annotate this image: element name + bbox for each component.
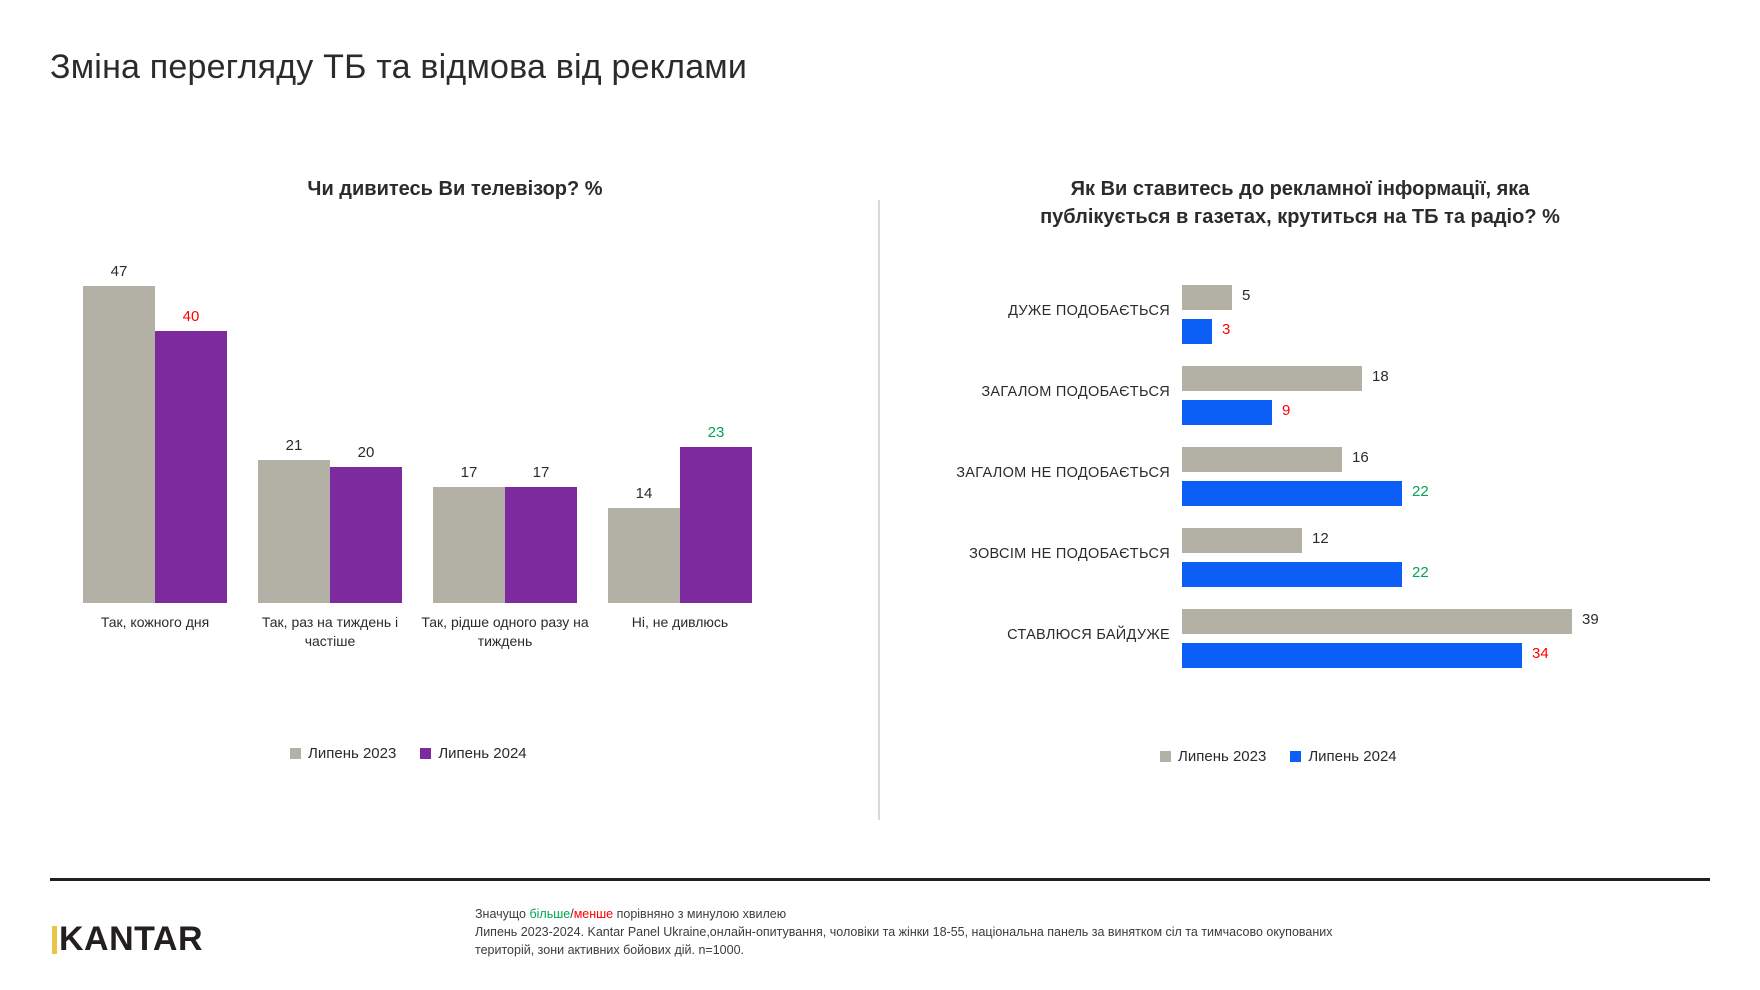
bar: [1182, 609, 1572, 634]
bar-item: [433, 263, 505, 603]
bar-row: [880, 524, 1720, 602]
bar-value-label: 9: [1282, 402, 1291, 419]
footnote-prefix: Значущо: [475, 907, 530, 921]
bar: [1182, 528, 1302, 553]
bar-value-label: 23: [707, 423, 725, 441]
bar-item: [330, 263, 402, 603]
footnote-line-3: територій, зони активних бойових дій. n=1000.: [475, 943, 745, 958]
bar-value-label: 3: [1222, 321, 1231, 338]
tv-viewing-bar-chart: [40, 263, 870, 649]
left-chart-panel: [40, 175, 870, 815]
bar: [1182, 481, 1402, 506]
bar-row: [880, 443, 1720, 521]
legend-label: Липень 2024: [438, 745, 527, 762]
bar-value-label: 12: [1312, 530, 1329, 547]
bar-value-label: 14: [635, 484, 653, 502]
ad-attitude-bar-chart: [880, 281, 1720, 701]
bar-value-label: 16: [1352, 449, 1369, 466]
bar-row: [880, 605, 1720, 683]
right-chart-panel: [880, 175, 1720, 815]
bar-value-label: 22: [1412, 483, 1429, 500]
bar: [433, 487, 505, 603]
bar: [608, 508, 680, 603]
bar-item: [83, 263, 155, 603]
bar-item: [258, 263, 330, 603]
bar-group: [595, 263, 765, 630]
bar-value-label: 5: [1242, 287, 1251, 304]
legend-swatch: [1160, 751, 1171, 762]
bar: [1182, 447, 1342, 472]
bar: [258, 460, 330, 603]
footnote-less: менше: [573, 907, 614, 921]
bar: [1182, 643, 1522, 668]
legend-label: Липень 2023: [1178, 748, 1267, 765]
legend-item: [290, 745, 396, 762]
bar-group-bars: [245, 263, 415, 603]
bar-value-label: 17: [460, 464, 478, 482]
right-chart-title: [880, 175, 1720, 231]
footnote-line-1: [475, 905, 1485, 923]
bar-group: [70, 263, 240, 630]
bar: [155, 331, 227, 603]
category-label: Так, раз на тиждень і частіше: [261, 614, 399, 649]
kantar-logo: [52, 920, 203, 959]
bar: [505, 487, 577, 603]
legend-label: Липень 2024: [1308, 748, 1397, 765]
footnote-suffix: порівняно з минулою хвилею: [613, 907, 787, 921]
category-label: ЗАГАЛОМ ПОДОБАЄТЬСЯ: [981, 384, 1170, 400]
footer-divider: [50, 878, 1710, 881]
bar-group-bars: [70, 263, 240, 603]
right-chart-title-line1: Як Ви ставитесь до рекламної інформації, яка: [1070, 178, 1530, 200]
bar-item: [155, 263, 227, 603]
logo-accent-bar: [52, 926, 57, 954]
left-chart-legend: [290, 745, 527, 762]
bar-value-label: 21: [285, 437, 303, 455]
bar-row: [880, 281, 1720, 359]
footnote-more: більше: [529, 907, 571, 921]
legend-swatch: [1290, 751, 1301, 762]
footnote-separator: /: [570, 907, 574, 921]
bar-value-label: 34: [1532, 645, 1549, 662]
bar-item: [505, 263, 577, 603]
bar-group: [245, 263, 415, 649]
category-label: Так, кожного дня: [100, 614, 210, 630]
page-title: Зміна перегляду ТБ та відмова від реклами: [50, 48, 748, 86]
bar-item: [608, 263, 680, 603]
bar-group-bars: [420, 263, 590, 603]
bar: [1182, 366, 1362, 391]
bar-row: [880, 362, 1720, 440]
bar: [1182, 319, 1212, 344]
bar: [330, 467, 402, 603]
bar-value-label: 22: [1412, 564, 1429, 581]
bar-group-bars: [595, 263, 765, 603]
footnote-line-2: Липень 2023-2024. Kantar Panel Ukraine,онлайн-опитування, чоловіки та жінки 18-55, національна панель за винятком сіл та тимчасово окупованих: [475, 925, 1333, 940]
bar-value-label: 39: [1582, 611, 1599, 628]
category-label: Так, рідше одного разу на тиждень: [421, 614, 589, 649]
category-label: СТАВЛЮСЯ БАЙДУЖЕ: [1007, 627, 1170, 643]
right-chart-legend: [1160, 748, 1397, 765]
bar-value-label: 17: [532, 464, 550, 482]
bar-value-label: 18: [1372, 368, 1389, 385]
category-label: ДУЖЕ ПОДОБАЄТЬСЯ: [1008, 303, 1170, 319]
footnote: [475, 905, 1485, 959]
legend-item: [1290, 748, 1396, 765]
bar-group: [420, 263, 590, 649]
logo-text: KANTAR: [59, 920, 204, 958]
bar: [1182, 285, 1232, 310]
bar: [83, 286, 155, 603]
legend-swatch: [290, 748, 301, 759]
legend-label: Липень 2023: [308, 745, 397, 762]
category-label: ЗАГАЛОМ НЕ ПОДОБАЄТЬСЯ: [956, 465, 1170, 481]
legend-swatch: [420, 748, 431, 759]
left-chart-title: Чи дивитесь Ви телевізор? %: [307, 178, 603, 200]
bar-value-label: 40: [182, 308, 200, 325]
bar: [680, 447, 752, 603]
legend-item: [1160, 748, 1266, 765]
right-chart-title-line2: публікується в газетах, крутиться на ТБ та радіо? %: [1040, 206, 1560, 228]
bar-value-label: 47: [110, 263, 128, 280]
bar-value-label: 20: [357, 444, 375, 461]
bar: [1182, 562, 1402, 587]
category-label: Ні, не дивлюсь: [631, 614, 729, 630]
bar-item: [680, 263, 752, 603]
category-label: ЗОВСІМ НЕ ПОДОБАЄТЬСЯ: [969, 546, 1170, 562]
legend-item: [420, 745, 526, 762]
bar: [1182, 400, 1272, 425]
